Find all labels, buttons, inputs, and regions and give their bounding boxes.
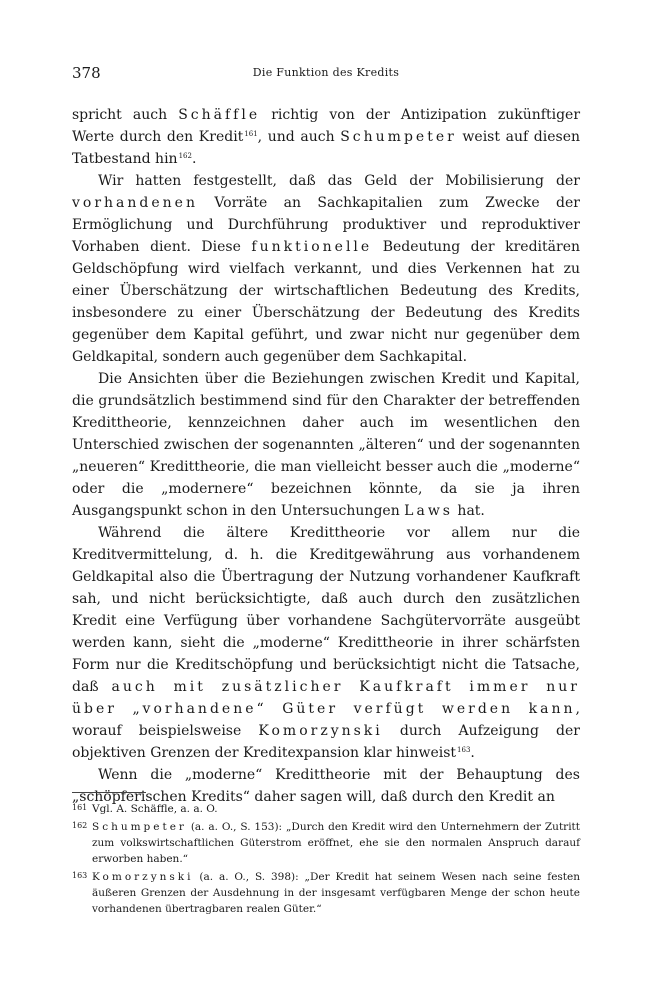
emphasis: vorhandenen — [72, 195, 198, 211]
author-name: Laws — [404, 503, 453, 519]
running-title: Die Funktion des Kredits — [252, 66, 400, 79]
text-run: Wir hatten festgestellt, daß das Geld der Mobilisierung der — [98, 173, 580, 189]
text-run: spricht auch — [72, 107, 179, 123]
text-run: Vorräte an Sachkapitalien zum Zwecke der Ermöglichung und Durchführung produktiver und reproduktiver Vorhaben dient. Diese — [72, 195, 580, 255]
footnote-161 — [72, 800, 580, 817]
emphasis: funktionelle — [251, 239, 373, 255]
footnote-text: Vgl. A. Schäffle, a. a. O. — [92, 803, 218, 815]
footnotes — [72, 800, 580, 918]
footnote-text: (a. a. O., S. 153): „Durch den Kredit wird den Unternehmern der Zutritt zum volkswirtschaftlichen Güterstrom eröffnet, ehe sie den normalen Anspruch darauf erworben haben.“ — [92, 821, 580, 865]
text-run: hat. — [452, 503, 485, 519]
text-run: Während die ältere Kredittheorie vor allem nur die Kreditvermittelung, d. h. die Kreditgewährung aus vorhandenem Geldkapital also die Übertragung der Nutzung vorhandener Kaufkraft sah, und nicht berücksichtigte, daß auch durch den zusätzlichen Kredit eine Verfügung über vorhandene Sachgütervorräte ausgeübt werden kann, sieht die „moderne“ Kredittheorie in ihrer schärfsten Form nur die Kreditschöpfung und berücksichtigt nicht die Tatsache, daß — [72, 525, 580, 695]
author-name: Komorzynski — [258, 723, 383, 739]
paragraph-1 — [72, 104, 580, 170]
text-run: weist auf diesen Tatbestand hin — [72, 129, 580, 167]
text-run: Wenn die „moderne“ Kredittheorie mit der Behauptung des „schöpferischen Kredits“ daher sagen will, daß durch den Kredit an — [72, 767, 580, 805]
text-run: durch Aufzeigung der objektiven Grenzen der Kreditexpansion klar hinweist — [72, 723, 580, 761]
footnote-ref: 163 — [457, 746, 471, 754]
paragraph-2 — [72, 170, 580, 368]
text-run: Die Ansichten über die Beziehungen zwischen Kredit und Kapital, die grundsätzlich bestimmend sind für den Charakter der betreffenden Kredittheorie, kennzeichnen daher auch im wesentlichen den Unterschied zwischen der sogenannten „älteren“ und der sogenannten „neueren“ Kredittheorie, die man vielleicht besser auch die „moderne“ oder die „modernere“ bezeichnen könnte, da sie ja ihren Ausgangspunkt schon in den Untersuchungen — [72, 371, 580, 519]
page-number: 378 — [72, 64, 101, 82]
footnote-number: 161 — [72, 803, 88, 812]
body-text — [72, 104, 580, 808]
page-header — [72, 64, 580, 84]
footnote-163 — [72, 868, 580, 917]
author-name: Schäffle — [178, 107, 261, 123]
footnote-ref: 161 — [244, 130, 258, 138]
text-run: , und auch — [257, 129, 341, 145]
footnote-ref: 162 — [178, 152, 192, 160]
footnote-number: 163 — [72, 871, 88, 880]
text-run: richtig von der Antizipation zukünftiger Werte durch den Kredit — [72, 107, 581, 145]
footnote-author: Schumpeter — [92, 821, 187, 833]
footnote-162 — [72, 818, 580, 867]
text-run: . — [191, 151, 197, 167]
footnote-divider — [72, 792, 146, 793]
footnote-text: (a. a. O., S. 398): „Der Kredit hat seinem Wesen nach seine festen äußeren Grenzen der Ausdehnung in der insgesamt verfügbaren Menge der schon heute vorhandenen übertragbaren realen Güter.“ — [92, 871, 580, 915]
text-run: Bedeutung der kreditären Geldschöpfung wird vielfach verkannt, und dies Verkennen hat zu einer Überschätzung der wirtschaftlichen Bedeutung des Kredits, insbesondere zu einer Überschätzung der Bedeutung des Kredits gegenüber dem Kapital geführt, und zwar nicht nur gegenüber dem Geldkapital, sondern auch gegenüber dem Sachkapital. — [72, 239, 580, 365]
emphasis: auch mit zusätzlicher Kaufkraft immer nur über „vorhandene“ Güter verfügt werden kann — [72, 679, 580, 717]
text-run: , worauf beispielsweise — [72, 701, 580, 739]
paragraph-3 — [72, 368, 580, 522]
author-name: Schumpeter — [340, 129, 457, 145]
paragraph-4 — [72, 522, 580, 764]
footnote-author: Komorzynski — [92, 871, 194, 883]
footnote-number: 162 — [72, 821, 88, 830]
text-run: . — [470, 745, 475, 761]
